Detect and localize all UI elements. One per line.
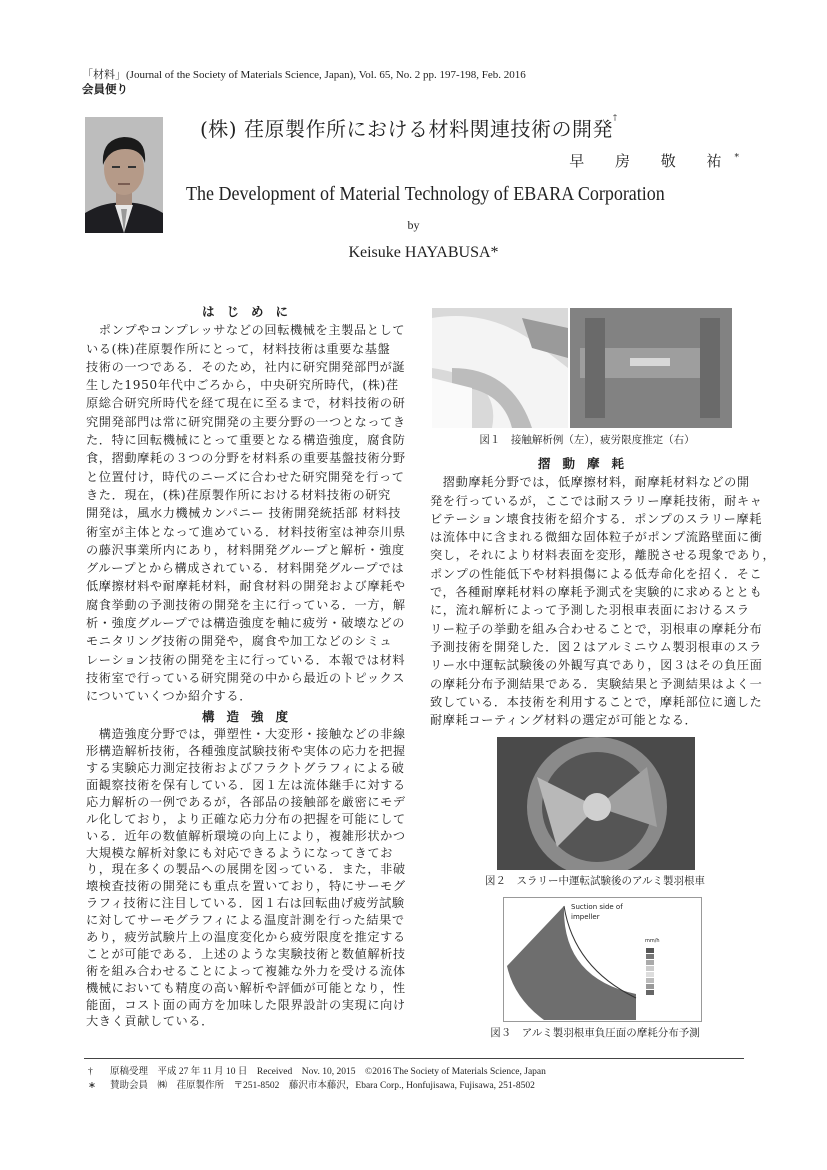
text-line: の藤沢事業所内にあり，材料開発グループと解析・強度 bbox=[86, 542, 405, 557]
text-line: ビテーション壊食技術を紹介する．ポンプのスラリー摩耗 bbox=[430, 511, 762, 526]
wear-body bbox=[430, 473, 776, 729]
text-line: ラフィ技術に注目している．図１右は回転曲げ疲労試験 bbox=[86, 896, 405, 911]
text-line: 構造強度分野では，弾塑性・大変形・接触などの非線 bbox=[86, 727, 406, 742]
figure-1-right-thermography bbox=[570, 308, 732, 428]
text-line: ことが可能である．上述のような実験技術と数値解析技 bbox=[86, 946, 406, 961]
text-line: 面観察技術を保有している．図１左は流体継手に対する bbox=[86, 777, 406, 792]
footnote-mark: † bbox=[88, 1067, 93, 1077]
text-line: 壊検査技術の開発にも重点を置いており，特にサーモグ bbox=[86, 879, 406, 894]
journal-citation: 「材料」(Journal of the Society of Materials Science, Japan), Vol. 65, No. 2 pp. 197-198, Feb. 2016 bbox=[82, 69, 526, 81]
text-line: リー水中運転試験後の外観写真であり，図３はその負圧面 bbox=[430, 658, 763, 673]
footnote-affiliation bbox=[88, 1077, 535, 1091]
text-line: 食，摺動摩耗の３つの分野を材料系の重要基盤技術分野 bbox=[86, 451, 406, 466]
text-line: グループとから構成されている．材料開発グループでは bbox=[86, 561, 405, 576]
article-title-en: The Development of Material Technology of EBARA Corporation bbox=[186, 183, 665, 205]
text-line: 予測技術を開発した．図２はアルミニウム製羽根車のスラ bbox=[430, 639, 762, 654]
author-photo bbox=[85, 117, 163, 233]
text-line: 技術室で行っている研究開発の中から最近のトピックス bbox=[86, 670, 406, 685]
text-line: 致している．本技術を利用することで，摩耗部位に適した bbox=[430, 694, 763, 709]
article-title-ja bbox=[200, 113, 617, 142]
text-line: は流体中に含まれる微細な固体粒子がポンプ流路壁面に衝 bbox=[430, 530, 763, 545]
text-line: きた．現在，(株)荏原製作所における材料技術の研究 bbox=[86, 487, 391, 502]
author-text: 早 房 敬 祐 bbox=[569, 152, 735, 170]
text-line: ポンプの性能低下や材料損傷による低寿命化を招く．そこ bbox=[430, 566, 763, 581]
text-line: 摺動摩耗分野では，低摩擦材料，耐摩耗材料などの開 bbox=[430, 475, 750, 490]
text-line: 機械においても精度の高い解析や評価が可能となり，性 bbox=[86, 980, 406, 995]
text-line: 原総合研究所時代を経て現在に至るまで，材料技術の研 bbox=[86, 396, 406, 411]
footnote-divider bbox=[84, 1058, 744, 1059]
by-label: by bbox=[407, 218, 420, 232]
text-line: 大規模な解析対象にも対応できるようになってきてお bbox=[86, 845, 393, 860]
text-line: 発を行っているが，ここでは耐スラリー摩耗技術，耐キャ bbox=[430, 493, 763, 508]
text-line: た．特に回転機械にとって重要となる構造強度，腐食防 bbox=[86, 433, 406, 448]
text-line: あり，疲労試験片上の温度変化から疲労限度を推定する bbox=[86, 929, 406, 944]
text-line: で，各種耐摩耗材料の摩耗予測式を実験的に求めるととも bbox=[430, 585, 763, 600]
text-line: 低摩擦材料や耐摩耗材料，耐食材料の開発および摩耗や bbox=[86, 579, 406, 594]
title-footnote-mark: † bbox=[612, 113, 618, 122]
text-line: 術室が主体となって進めている．材料技術室は神奈川県 bbox=[86, 524, 406, 539]
text-line: 耐摩耗コーティング材料の選定が可能となる． bbox=[430, 713, 698, 728]
text-line: の摩耗分布予測結果である．実験結果と予測結果はよく一 bbox=[430, 676, 763, 691]
text-line: に対してサーモグラフィによる温度計測を行った結果で bbox=[86, 913, 405, 928]
figure-3-label: Suction side of impeller bbox=[571, 903, 623, 921]
text-line: 究開発部門は常に研究開発の主要分野の一つとなってき bbox=[86, 414, 406, 429]
figure-3-caption: 図３ アルミ製羽根車負圧面の摩耗分布予測 bbox=[490, 1027, 700, 1039]
text-line: 技術の一つである．そのため，社内に研究開発部門が誕 bbox=[86, 359, 406, 374]
footnote-mark: ∗ bbox=[88, 1081, 96, 1091]
text-line: 大きく貢献している． bbox=[86, 1014, 214, 1029]
text-line: リー粒子の挙動を組み合わせることで，羽根車の摩耗分布 bbox=[430, 621, 763, 636]
category-label: 会員便り bbox=[82, 82, 128, 96]
author-name-ja bbox=[569, 150, 739, 171]
author-footnote-mark: * bbox=[734, 153, 739, 163]
text-line: 術を組み合わせることによって複雑な外力を受ける流体 bbox=[86, 963, 406, 978]
figure-3-wear-distribution bbox=[503, 897, 702, 1022]
section-title-wear: 摺動摩耗 bbox=[537, 456, 636, 471]
text-line: レーション技術の開発を主に行っている．本報では材料 bbox=[86, 652, 406, 667]
text-line: についていくつか紹介する． bbox=[86, 689, 252, 704]
figure-1-caption: 図１ 接触解析例（左），疲労限度推定（右） bbox=[479, 434, 695, 446]
text-line: 析・強度グループでは構造強度を軸に疲労・破壊などの bbox=[86, 616, 406, 631]
wear-section bbox=[430, 455, 776, 729]
text-line: ル化しており，より正確な応力分布の把握を可能にして bbox=[86, 811, 406, 826]
text-line: 能面，コスト面の両方を加味した限界設計の実現に向け bbox=[86, 997, 406, 1012]
section-title-structure: 構造強度 bbox=[201, 709, 300, 724]
footnote-received bbox=[88, 1063, 546, 1077]
text-line: 腐食挙動の予測技術の開発を主に行っている．一方，解 bbox=[86, 597, 406, 612]
text-line: ポンプやコンプレッサなどの回転機械を主製品として bbox=[86, 323, 406, 338]
text-line: 開発は，風水力機械カンパニー 技術開発統括部 材料技 bbox=[86, 506, 401, 521]
title-text: (株) 荏原製作所における材料関連技術の開発 bbox=[200, 117, 613, 141]
text-line: いる．近年の数値解析環境の向上により，複雑形状かつ bbox=[86, 828, 406, 843]
figure-2-impeller-photo bbox=[497, 737, 695, 870]
figure-2-caption: 図２ スラリー中運転試験後のアルミ製羽根車 bbox=[484, 875, 706, 887]
figure-1-left-contact-analysis bbox=[432, 308, 568, 428]
text-line: り，現在多くの製品への展開を図っている．また，非破 bbox=[86, 862, 406, 877]
text-line: する実験応力測定技術およびフラクトグラフィによる破 bbox=[86, 761, 405, 776]
text-line: モニタリング技術の開発や，腐食や加工などのシミュ bbox=[86, 634, 393, 649]
section-title-intro: はじめに bbox=[201, 304, 300, 319]
text-line: 形構造解析技術，各種強度試験技術や実体の応力を把握 bbox=[86, 744, 406, 759]
text-line: 突し，それにより材料表面を変形，離脱させる現象であり， bbox=[430, 548, 776, 563]
text-line: いる(株)荏原製作所にとって，材料技術は重要な基盤 bbox=[86, 341, 391, 356]
footnote-text: 賛助会員 ㈱ 荏原製作所 〒251-8502 藤沢市本藤沢，Ebara Corp., Honfujisawa, Fujisawa, 251-8502 bbox=[110, 1081, 535, 1091]
figure-3-unit: mm/h bbox=[645, 938, 660, 944]
text-line: に，流れ解析によって予測した羽根車表面におけるスラ bbox=[430, 603, 750, 618]
structure-section bbox=[86, 708, 416, 1030]
intro-body bbox=[86, 321, 416, 705]
text-line: 応力解析の一例であるが，各部品の接触部を厳密にモデ bbox=[86, 794, 406, 809]
structure-body bbox=[86, 726, 416, 1030]
author-name-en: Keisuke HAYABUSA* bbox=[348, 244, 499, 261]
text-line: 生した1950年代中ごろから，中央研究所時代，(株)荏 bbox=[86, 378, 399, 393]
left-column bbox=[86, 303, 416, 706]
text-line: と位置付け，時代のニーズに合わせた研究開発を行って bbox=[86, 469, 405, 484]
footnote-text: 原稿受理 平成 27 年 11 月 10 日 Received Nov. 10, 2015 ©2016 The Society of Materials Science, Japan bbox=[110, 1067, 546, 1077]
